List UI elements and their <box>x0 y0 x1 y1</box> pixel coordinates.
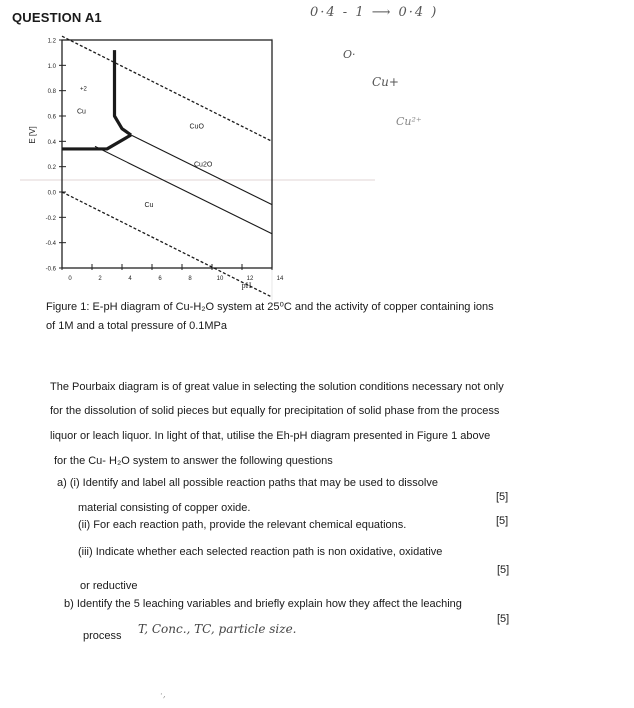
series-cuo-cu2o <box>131 135 272 205</box>
x-tick-label: 4 <box>128 276 132 282</box>
x-tick-label: 6 <box>158 276 162 282</box>
region-label: +2 <box>80 86 87 93</box>
question-a-iii-line-2: or reductive <box>80 580 138 592</box>
y-tick-label: 0.2 <box>47 165 56 172</box>
figure-caption <box>46 298 516 336</box>
y-tick-label: 1.2 <box>47 38 56 45</box>
body-line-2: for the dissolution of solid pieces but equally for precipitation of solid phase from the process <box>50 405 500 417</box>
handwritten-mark-bottom: ·, <box>160 690 166 700</box>
body-line-1: The Pourbaix diagram is of great value in selecting the solution conditions necessary not only <box>50 381 504 393</box>
caption-line-2: of 1M and a total pressure of 0.1MPa <box>46 320 227 332</box>
marks-b: [5] <box>497 613 510 625</box>
y-axis <box>28 39 66 273</box>
y-tick-label: 0.8 <box>47 89 56 96</box>
question-a-i-line-2: material consisting of copper oxide. <box>78 502 251 514</box>
series-h-h2 <box>62 192 272 297</box>
y-tick-label: -0.4 <box>45 241 56 248</box>
x-tick-label: 2 <box>98 276 102 282</box>
question-a-ii: (ii) For each reaction path, provide the relevant chemical equations. <box>78 519 407 531</box>
y-tick-label: -0.6 <box>45 266 56 273</box>
y-tick-label: 0.6 <box>47 114 56 121</box>
handwritten-note-o: O· <box>343 48 356 61</box>
marks-a-i: [5] <box>496 491 509 503</box>
region-label: Cu2O <box>194 161 213 169</box>
marks-a-iii: [5] <box>497 564 510 576</box>
y-tick-label: -0.2 <box>45 215 56 222</box>
y-tick-label: 0.0 <box>47 190 56 197</box>
boundary-lines <box>62 36 272 297</box>
x-tick-label: 12 <box>246 276 254 282</box>
question-title: QUESTION A1 <box>12 10 102 25</box>
handwritten-answer-variables: T, Conc., TC, particle size. <box>138 622 297 636</box>
body-line-4: for the Cu- H₂O system to answer the following questions <box>54 455 333 467</box>
x-axis-label: pH <box>241 281 252 290</box>
question-b-line-1: b) Identify the 5 leaching variables and briefly explain how they affect the leaching <box>64 598 462 610</box>
question-a-i-line-1: a) (i) Identify and label all possible reaction paths that may be used to dissolve <box>57 477 438 489</box>
y-tick-label: 0.4 <box>47 139 56 146</box>
series-cu2o-cu <box>95 146 272 233</box>
y-tick-label: 1.0 <box>47 63 56 70</box>
marks-a-ii: [5] <box>496 515 509 527</box>
series-o2-h2o <box>62 36 272 141</box>
handwritten-note-cu-2plus: Cu²⁺ <box>396 115 422 128</box>
series-cu2-cuo <box>115 50 132 135</box>
y-axis-label: E [V] <box>28 126 37 144</box>
handwritten-note-top: 0·4 - 1 ⟶ 0·4 ) <box>310 5 439 20</box>
eph-diagram <box>0 0 634 300</box>
region-label: Cu <box>144 202 154 210</box>
question-a-iii-line-1: (iii) Indicate whether each selected reaction path is non oxidative, oxidative <box>78 546 443 558</box>
x-tick-label: 14 <box>276 276 284 282</box>
body-line-3: liquor or leach liquor. In light of that, utilise the Eh-pH diagram presented in Figure 1 above <box>50 430 491 442</box>
caption-line-1: Figure 1: E-pH diagram of Cu-H₂O system at 25⁰C and the activity of copper containing ions <box>46 301 494 313</box>
region-label: Cu <box>77 108 86 116</box>
plot-frame <box>62 40 272 268</box>
x-tick-label: 8 <box>188 276 192 282</box>
question-b-line-2: process <box>83 630 122 642</box>
x-tick-label: 10 <box>216 276 224 282</box>
x-tick-label: 0 <box>68 276 72 282</box>
handwritten-note-cu-plus: Cu+ <box>372 75 399 89</box>
region-label: CuO <box>189 123 204 131</box>
